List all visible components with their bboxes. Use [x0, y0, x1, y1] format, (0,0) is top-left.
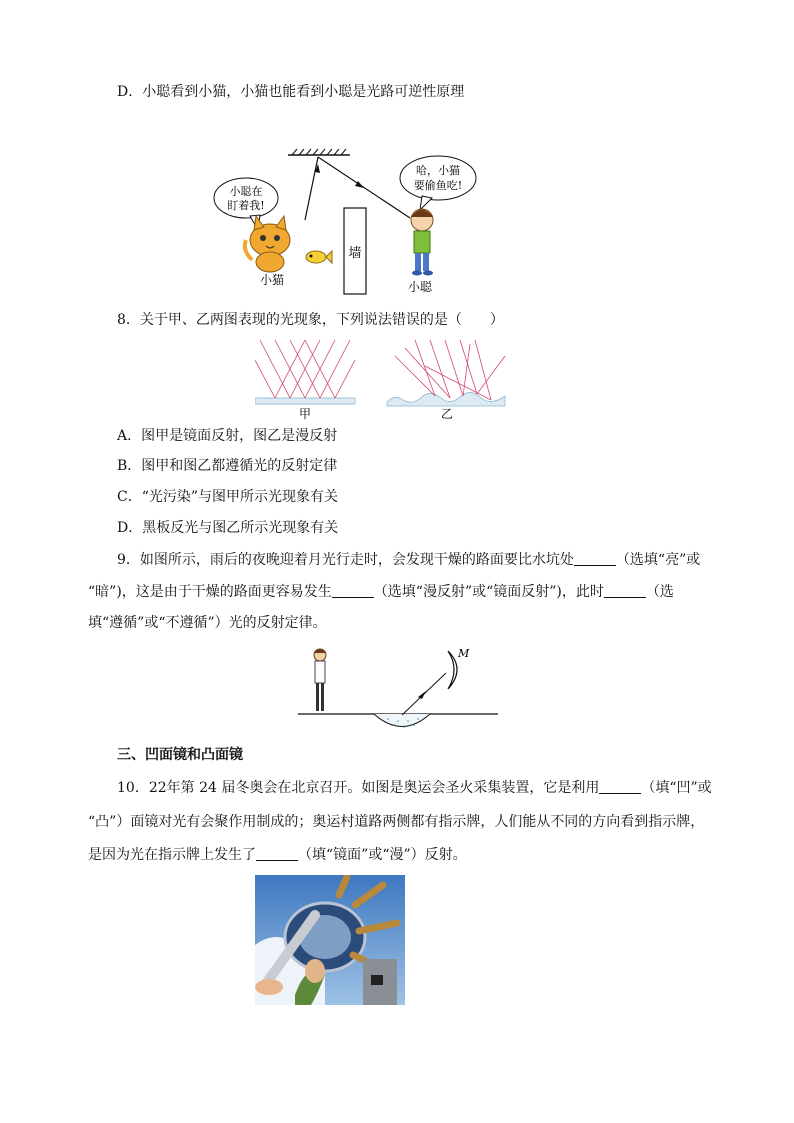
q9-blank-2[interactable] — [332, 583, 374, 598]
q8-stem: 8．关于甲、乙两图表现的光现象，下列说法错误的是（ ） — [117, 312, 504, 328]
q9-blank-3[interactable] — [604, 583, 646, 598]
q9-line2-text-c: （选 — [645, 584, 674, 600]
q9-line2 — [88, 582, 674, 602]
q8-option-b: B．图甲和图乙都遵循光的反射定律 — [117, 458, 338, 474]
fish-illustration — [306, 251, 332, 263]
q10-line3 — [88, 845, 467, 865]
q9-line3: 填“遵循”或“不遵循”）光的反射定律。 — [88, 615, 327, 631]
q8-option-a: A．图甲是镜面反射，图乙是漫反射 — [117, 428, 338, 444]
q10-blank-2[interactable] — [256, 846, 298, 861]
q9-line2-text-a: “暗”)，这是由于干燥的路面更容易发生 — [88, 584, 332, 600]
q10-line1-text-b: （填“凹”或 — [641, 780, 712, 796]
boy-label: 小聪 — [407, 280, 433, 294]
flame-collector-photo — [255, 875, 405, 1005]
cat-speech-line2: 盯着我! — [227, 199, 265, 212]
q8-option-d: D．黑板反光与图乙所示光现象有关 — [117, 520, 339, 536]
q8-option-c: C．“光污染”与图甲所示光现象有关 — [117, 489, 339, 505]
q9-line1-text-b: （选填“亮”或 — [615, 552, 701, 568]
q7-figure — [200, 140, 500, 300]
section-3-title: 三、凹面镜和凸面镜 — [117, 747, 243, 763]
q10-line1 — [117, 778, 712, 798]
q8-figure — [255, 336, 511, 420]
q10-line3-text-b: （填“镜面”或“漫”）反射。 — [298, 847, 467, 863]
label-yi: 乙 — [440, 407, 454, 420]
cat-label: 小猫 — [259, 273, 285, 287]
q7-option-d: D．小聪看到小猫，小猫也能看到小聪是光路可逆性原理 — [117, 84, 465, 100]
q10-blank-1[interactable] — [599, 779, 641, 794]
q10-line3-text-a: 是因为光在指示牌上发生了 — [88, 847, 256, 863]
cat-speech-line1: 小聪在 — [229, 185, 263, 198]
q9-line2-text-b: （选填“漫反射”或“镜面反射”)，此时 — [373, 584, 604, 600]
walker-illustration — [314, 649, 326, 711]
boy-speech-line2: 要偷鱼吃! — [413, 179, 463, 192]
q9-figure — [298, 643, 500, 731]
q10-line1-text-a: 10．22年第 24 届冬奥会在北京召开。如图是奥运会圣火采集装置，它是利用 — [117, 780, 600, 796]
boy-speech-line1: 哈，小猫 — [416, 164, 460, 177]
q9-blank-1[interactable] — [574, 551, 616, 566]
label-jia: 甲 — [298, 407, 312, 420]
wall-label: 墙 — [348, 246, 362, 261]
boy-illustration — [411, 209, 433, 276]
moon-label: M — [458, 647, 470, 660]
q9-line1-text-a: 9．如图所示，雨后的夜晚迎着月光行走时，会发现干燥的路面要比水坑处 — [117, 552, 574, 568]
q9-line1 — [117, 550, 700, 570]
q10-line2: “凸”）面镜对光有会聚作用制成的；奥运村道路两侧都有指示牌，人们能从不同的方向看到指示牌， — [88, 814, 705, 830]
cat-illustration — [245, 216, 290, 272]
